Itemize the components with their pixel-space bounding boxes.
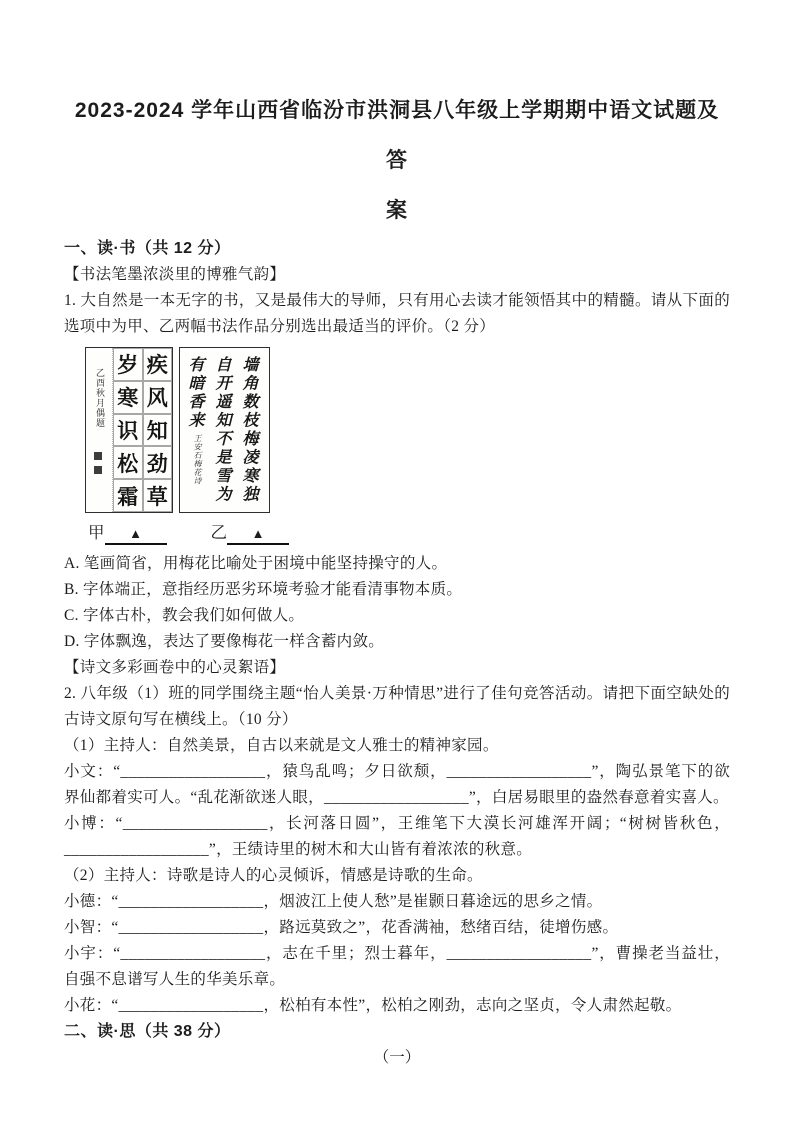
xiaohua-line: 小花：“__________________，松柏有本性”，松柏之刚劲，志向之坚贞，令人肃然起敬。 xyxy=(64,997,682,1014)
question2-text: 2. 八年级（1）班的同学围绕主题“怡人美景·万种情思”进行了佳句竞答活动。请把下面空缺处的古诗文原句写在横线上。（10 分） xyxy=(64,685,730,728)
option-b: B. 字体端正，意指经历恶劣环境考验才能看清事物本质。 xyxy=(64,581,463,598)
jia-column-left xyxy=(113,348,143,512)
section1-subheading: 【书法笔墨浓淡里的博雅气韵】 xyxy=(64,266,286,283)
xiaoyu-line: 小宇：“__________________，志在千里；烈士暮年，__________________”，曹操老当益壮，自强不息谱写人生的华美乐章。 xyxy=(64,945,730,988)
jia-character: 风 xyxy=(143,381,173,414)
jia-signature-text: 乙酉秋月偶题 xyxy=(95,368,105,428)
section2-heading: 二、读·思（共 38 分） xyxy=(64,1023,231,1040)
jia-answer-blank xyxy=(105,525,167,545)
xiaobo-line: 小博：“__________________，长河落日圆”，王维笔下大漠长河雄浑开阔；“树树皆秋色，__________________”，王绩诗里的树木和大山皆有着浓浓的秋意。 xyxy=(64,815,730,858)
section1-heading: 一、读·书（共 12 分） xyxy=(64,240,231,257)
option-d: D. 字体飘逸，表达了要像梅花一样含蓄内敛。 xyxy=(64,633,385,650)
xiaode-line: 小德：“__________________，烟波江上使人愁”是崔颢日暮途远的思乡之情。 xyxy=(64,893,603,910)
jia-character: 疾 xyxy=(143,348,173,381)
jia-character: 知 xyxy=(143,414,173,447)
jia-label: 甲 xyxy=(88,523,105,542)
yi-poem-text: 墙角数枝梅凌寒独自开遥知不是雪为有暗香来 xyxy=(186,356,257,504)
jia-character: 草 xyxy=(143,479,173,512)
jia-column-right xyxy=(143,348,173,512)
calligraphy-yi-image xyxy=(179,347,270,513)
triangle-marker-icon: ▲ xyxy=(129,526,142,541)
question1-text: 1. 大自然是一本无字的书，又是最伟大的导师，只有用心去读才能领悟其中的精髓。请从下面的选项中为甲、乙两幅书法作品分别选出最适当的评价。（2 分） xyxy=(64,292,730,335)
calligraphy-jia-image xyxy=(85,347,173,513)
yi-answer-blank xyxy=(227,525,289,545)
seal-stamp-icon xyxy=(94,466,102,474)
part1-host-line: （1）主持人：自然美景，自古以来就是文人雅士的精神家园。 xyxy=(64,737,499,754)
page-title-line1: 2023-2024 学年山西省临汾市洪洞县八年级上学期期中语文试题及答 xyxy=(74,99,720,172)
jia-character: 寒 xyxy=(113,381,143,414)
page-title xyxy=(64,86,730,236)
jia-signature-strip xyxy=(86,348,113,512)
page-number-label: （一） xyxy=(373,1049,421,1066)
section1b-subheading: 【诗文多彩画卷中的心灵絮语】 xyxy=(64,659,286,676)
yi-label: 乙 xyxy=(210,523,227,542)
jia-character: 劲 xyxy=(143,446,173,479)
part2-host-line: （2）主持人：诗歌是诗人的心灵倾诉，情感是诗歌的生命。 xyxy=(64,867,483,884)
jia-character: 岁 xyxy=(113,348,143,381)
seal-stamp-icon xyxy=(94,452,102,460)
page-title-line2: 案 xyxy=(386,199,408,222)
xiaowen-line: 小文：“__________________，猿鸟乱鸣；夕日欲颓，__________________”，陶弘景笔下的欲界仙都着实可人。“乱花渐欲迷人眼，__________________”，白居易眼里的盎然春意着实喜人。 xyxy=(64,763,730,806)
option-c: C. 字体古朴，教会我们如何做人。 xyxy=(64,607,305,624)
answer-blanks-line xyxy=(88,521,730,545)
triangle-marker-icon: ▲ xyxy=(251,526,265,541)
jia-character: 识 xyxy=(113,414,143,447)
jia-character: 松 xyxy=(113,446,143,479)
xiaozhi-line: 小智：“__________________，路远莫致之”，花香满袖，愁绪百结，徒增伤感。 xyxy=(64,919,619,936)
option-a: A. 笔画简省，用梅花比喻处于困境中能坚持操守的人。 xyxy=(64,555,448,572)
yi-signature-text: 王安石梅花诗 xyxy=(193,434,202,485)
jia-character: 霜 xyxy=(113,479,143,512)
calligraphy-figures xyxy=(85,347,730,513)
